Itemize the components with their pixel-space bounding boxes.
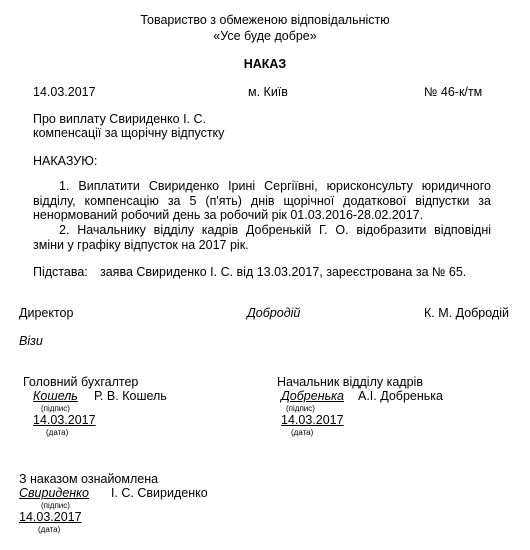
order-item-1: 1. Виплатити Свириденко Ірині Сергіївні, юрисконсульту юридичного відділу, компенсацію за 5 (п'ять) днів щорічної додаткової відпустки за ненормований робочий день за робочий рік 01.03.2016-28.02.2017. (33, 179, 491, 223)
organization-name: Товариство з обмеженою відповідальністю (140, 13, 390, 27)
visas-label: Візи (19, 334, 43, 348)
hr-head-visa-date: 14.03.2017 (281, 413, 344, 427)
hr-head-signature: Добренька (281, 389, 344, 403)
accountant-name: Р. В. Кошель (94, 389, 167, 403)
order-keyword: НАКАЗУЮ: (33, 154, 98, 168)
acquainted-date-caption: (дата) (38, 525, 61, 534)
document-title: НАКАЗ (243, 57, 287, 71)
order-item-2: 2. Начальнику відділу кадрів Добренькій Г. О. відобразити відповідні зміни у графіку відпусток на 2017 рік. (33, 223, 491, 252)
acquainted-date: 14.03.2017 (19, 510, 82, 524)
accountant-date-caption: (дата) (46, 428, 69, 437)
director-signature: Добродій (247, 306, 301, 320)
order-city: м. Київ (248, 85, 288, 99)
basis-label: Підстава: (33, 265, 88, 279)
accountant-signature: Кошель (33, 389, 78, 403)
acquainted-label: З наказом ознайомлена (19, 472, 159, 486)
order-date: 14.03.2017 (33, 85, 96, 99)
accountant-sign-caption: (підпис) (41, 404, 70, 413)
accountant-visa-date: 14.03.2017 (33, 413, 96, 427)
director-name: К. М. Добродій (424, 306, 509, 320)
hr-head-sign-caption: (підпис) (286, 404, 315, 413)
acquainted-sign-caption: (підпис) (41, 501, 70, 510)
hr-head-name: А.І. Добренька (358, 389, 443, 403)
accountant-position: Головний бухгалтер (23, 375, 139, 389)
subject-line-2: компенсації за щорічну відпустку (33, 126, 225, 140)
hr-head-date-caption: (дата) (291, 428, 314, 437)
subject-line-1: Про виплату Свириденко І. С. (33, 112, 206, 126)
basis-text: заява Свириденко І. С. від 13.03.2017, зареєстрована за № 65. (100, 265, 467, 279)
order-number: № 46-к/тм (424, 85, 483, 99)
acquainted-signature: Свириденко (19, 486, 90, 500)
acquainted-name: І. С. Свириденко (111, 486, 208, 500)
director-position: Директор (19, 306, 74, 320)
hr-head-position: Начальник відділу кадрів (277, 375, 423, 389)
organization-quoted-name: «Усе буде добре» (213, 29, 317, 43)
